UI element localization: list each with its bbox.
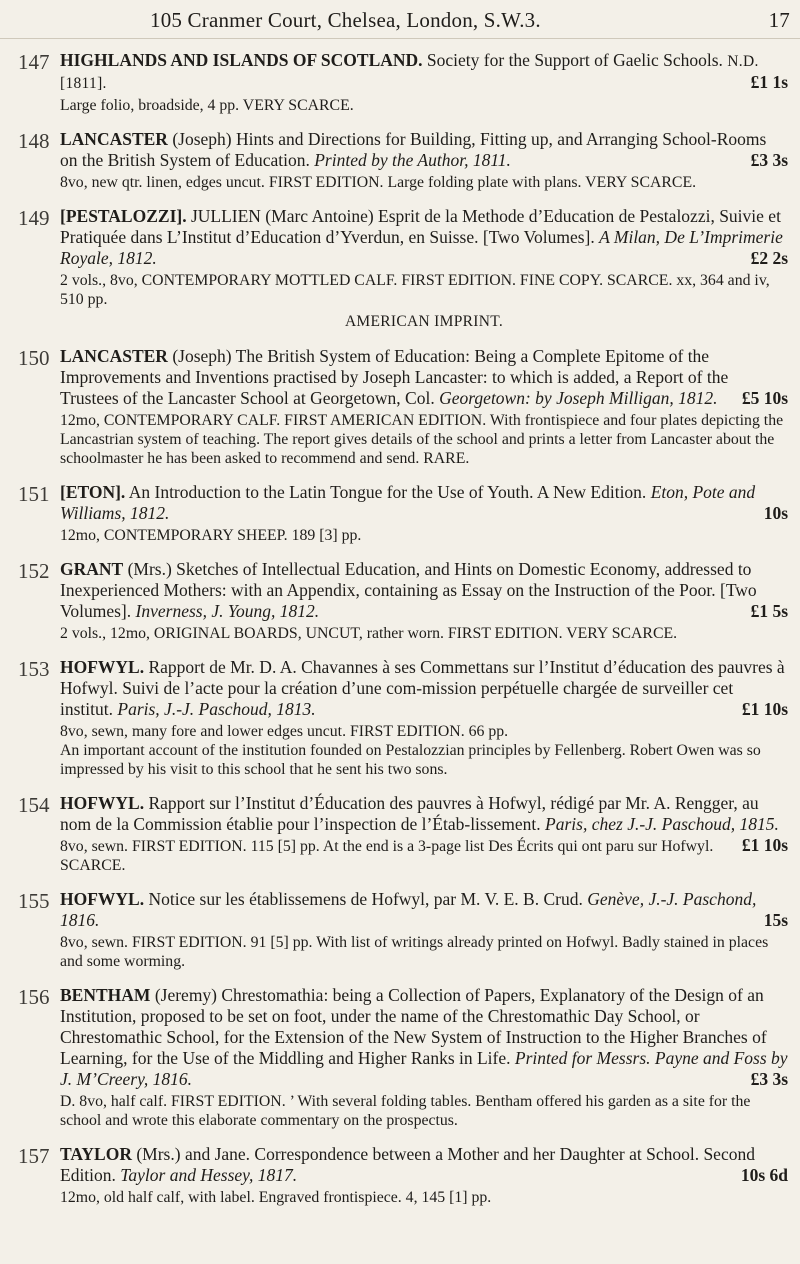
page-number: 17	[768, 8, 790, 32]
entry-heading: [PESTALOZZI].	[60, 206, 187, 226]
entry-body	[60, 793, 788, 875]
entry-number: 156	[18, 985, 50, 1009]
entry-title: (Mrs.) and Jane. Correspondence between a Mother and her Daughter at School. Second Edition.	[60, 1144, 755, 1185]
entry-price: £3 3s	[750, 1069, 788, 1089]
entry-price: £2 2s	[750, 248, 788, 268]
entry-description: 2 vols., 12mo, ORIGINAL BOARDS, UNCUT, rather worn. FIRST EDITION. VERY SCARCE.	[60, 625, 678, 642]
entry-description: 12mo, old half calf, with label. Engraved frontispiece. 4, 145 [1] pp.	[60, 1189, 492, 1206]
entry-number: 148	[18, 129, 50, 153]
entry-body	[60, 129, 788, 192]
entry-heading: HOFWYL.	[60, 793, 145, 813]
entry-description: Large folio, broadside, 4 pp. VERY SCARCE.	[60, 97, 354, 114]
header-address: 105 Cranmer Court, Chelsea, London, S.W.3.	[150, 8, 541, 32]
entry-price: £1 5s	[750, 601, 788, 621]
entry-title: (Joseph) Hints and Directions for Building, Fitting up, and Arranging School-Rooms on the British System of Education.	[60, 129, 767, 170]
entry-number: 155	[18, 889, 50, 913]
entry-description: 12mo, CONTEMPORARY SHEEP. 189 [3] pp.	[60, 527, 362, 544]
entry-heading: BENTHAM	[60, 985, 151, 1005]
entry-imprint: Taylor and Hessey, 1817.	[120, 1165, 298, 1185]
entry-title: Society for the Support of Gaelic Schools.	[426, 50, 723, 70]
entry-heading: LANCASTER	[60, 346, 168, 366]
entry-heading: [ETON].	[60, 482, 126, 502]
entry-number: 157	[18, 1144, 50, 1168]
entry-heading: LANCASTER	[60, 129, 168, 149]
entry-description: D. 8vo, half calf. FIRST EDITION. ’ With several folding tables. Bentham offered his garden as a site for the school and wrote this elaborate commentary on the prospectus.	[60, 1093, 751, 1129]
entry-price: £1 1s	[750, 72, 788, 92]
entry-title: (Mrs.) Sketches of Intellectual Education, and Hints on Domestic Economy, addressed to Inexperienced Mothers: with an Appendix, containing as Essay on the Instruction of the Poor. [Two Volumes].	[60, 559, 757, 621]
entry-imprint: N.D. [1811].	[60, 53, 759, 92]
entry-price: £5 10s	[741, 388, 788, 408]
entry-number: 152	[18, 559, 50, 583]
entry-imprint: Georgetown: by Joseph Milligan, 1812.	[439, 388, 718, 408]
entry-body	[60, 985, 788, 1130]
entry-title: Rapport de Mr. D. A. Chavannes à ses Commettans sur l’Institut d’éducation des pauvres à Hofwyl. Suivi de l’acte pour la création d’une com-mission perpétuelle chargée de surveiller cet institut.	[60, 657, 785, 719]
entry-body	[60, 50, 788, 115]
entry-body	[60, 206, 788, 332]
entry-body	[60, 482, 788, 545]
entry-heading: TAYLOR	[60, 1144, 132, 1164]
entry-description: 8vo, sewn. FIRST EDITION. 91 [5] pp. With list of writings already printed on Hofwyl. Badly stained in places and some worming.	[60, 934, 769, 970]
entry-number: 153	[18, 657, 50, 681]
entry-imprint: Inverness, J. Young, 1812.	[135, 601, 320, 621]
entry-price: £3 3s	[750, 150, 788, 170]
entry-imprint: Paris, J.-J. Paschoud, 1813.	[117, 699, 316, 719]
entry-imprint: Paris, chez J.-J. Paschoud, 1815.	[545, 814, 779, 834]
entry-number: 151	[18, 482, 50, 506]
entry-heading: HOFWYL.	[60, 657, 145, 677]
entry-imprint: Printed by the Author, 1811.	[314, 150, 511, 170]
entry-description: 2 vols., 8vo, CONTEMPORARY MOTTLED CALF. FIRST EDITION. FINE COPY. SCARCE. xx, 364 and iv, 510 pp.	[60, 272, 770, 308]
header-rule	[0, 38, 800, 39]
entry-number: 150	[18, 346, 50, 370]
entry-price: 10s	[763, 503, 788, 523]
entry-body	[60, 657, 788, 779]
entry-description: 8vo, sewn, many fore and lower edges uncut. FIRST EDITION. 66 pp.	[60, 723, 509, 740]
entry-price: 10s 6d	[740, 1165, 788, 1185]
entry-imprint: Printed for Messrs. Payne and Foss by J. M’Creery, 1816.	[60, 1048, 788, 1089]
entry-number: 147	[18, 50, 50, 74]
entry-heading: HIGHLANDS AND ISLANDS OF SCOTLAND.	[60, 50, 423, 70]
entry-title: (Joseph) The British System of Education: Being a Complete Epitome of the Improvements and Inventions practised by Joseph Lancaster: to which is added, a Report of the Trustees of the Lancaster School at Georgetown, Col.	[60, 346, 729, 408]
entry-body	[60, 889, 788, 971]
entry-note: An important account of the institution founded on Pestalozzian principles by Fellenberg. Robert Owen was so impressed by his visit to this school that he sent his two sons.	[60, 742, 761, 778]
entry-body	[60, 346, 788, 468]
entry-number: 154	[18, 793, 50, 817]
section-subheading: AMERICAN IMPRINT.	[344, 313, 504, 330]
entry-title: Rapport sur l’Institut d’Éducation des pauvres à Hofwyl, rédigé par Mr. A. Rengger, au nom de la Commission établie pour l’inspection de l’Étab-lissement.	[60, 793, 759, 834]
entry-title: Notice sur les établissemens de Hofwyl, par M. V. E. B. Crud.	[148, 889, 583, 909]
entry-heading: GRANT	[60, 559, 124, 579]
entry-price: £1 10s	[741, 835, 788, 855]
entry-imprint: Genève, J.-J. Paschond, 1816.	[60, 889, 757, 930]
entry-price: £1 10s	[741, 699, 788, 719]
entry-imprint: Eton, Pote and Williams, 1812.	[60, 482, 756, 523]
entry-title: An Introduction to the Latin Tongue for the Use of Youth. A New Edition.	[128, 482, 647, 502]
entry-body	[60, 559, 788, 643]
entry-body	[60, 1144, 788, 1207]
entry-title: JULLIEN (Marc Antoine) Esprit de la Methode d’Education de Pestalozzi, Suivie et Pratiquée dans L’Institut d’Education d’Yverdun, en Suisse. [Two Volumes].	[60, 206, 781, 247]
entry-number: 149	[18, 206, 50, 230]
entry-imprint: A Milan, De L’Imprimerie Royale, 1812.	[60, 227, 783, 268]
entry-price: 15s	[763, 910, 788, 930]
entry-heading: HOFWYL.	[60, 889, 145, 909]
entry-description: 12mo, CONTEMPORARY CALF. FIRST AMERICAN EDITION. With frontispiece and four plates depicting the Lancastrian system of teaching. The report gives details of the school and prints a letter from Lancaster about the schoolmaster he has been asked to recommend and send. RARE.	[60, 412, 784, 467]
entry-description: 8vo, sewn. FIRST EDITION. 115 [5] pp. At the end is a 3-page list Des Écrits qui ont paru sur Hofwyl. SCARCE.	[60, 838, 714, 874]
entry-title: (Jeremy) Chrestomathia: being a Collection of Papers, Explanatory of the Design of an Institution, proposed to be set on foot, under the name of the Chrestomathic Day School, or Chrestomathic School, for the Extension of the New System of Instruction to the Higher Branches of Learning, for the Use of the Middling and Higher Ranks in Life.	[60, 985, 767, 1068]
entry-description: 8vo, new qtr. linen, edges uncut. FIRST EDITION. Large folding plate with plans. VERY SCARCE.	[60, 174, 697, 191]
